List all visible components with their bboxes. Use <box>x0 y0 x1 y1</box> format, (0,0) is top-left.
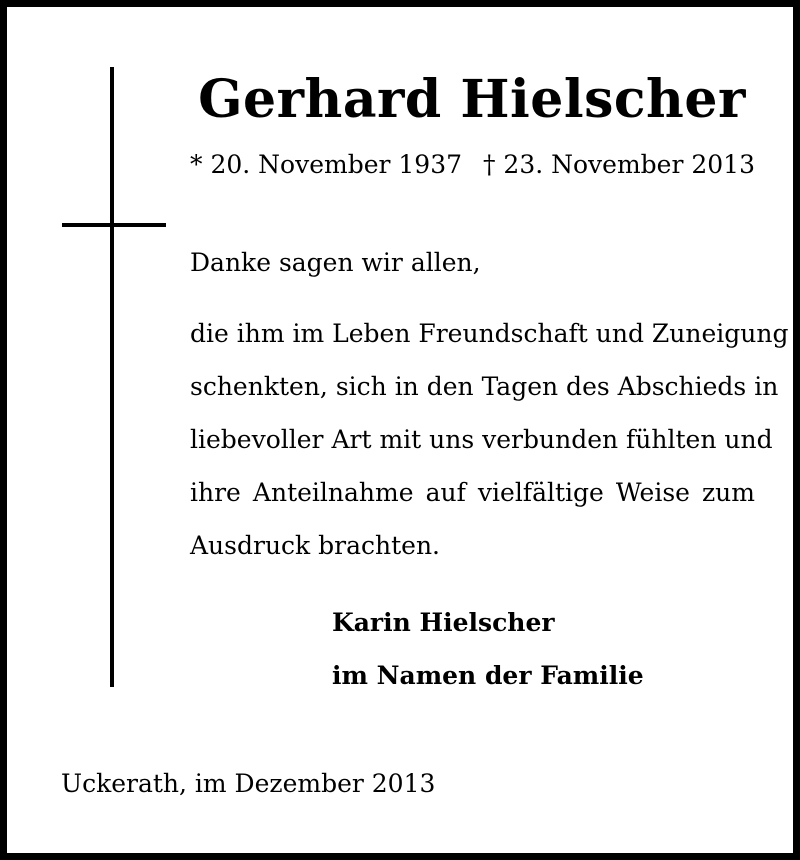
salutation: Danke sagen wir allen, <box>190 248 481 277</box>
signer-name: Karin Hielscher <box>332 608 555 637</box>
thanks-line: schenkten, sich in den Tagen des Abschieds in <box>190 372 779 401</box>
place-and-date: Uckerath, im Dezember 2013 <box>61 769 436 798</box>
birth-date: * 20. November 1937 <box>190 150 463 179</box>
cross-icon-vertical-bar <box>110 67 114 687</box>
signature-block <box>332 601 644 707</box>
life-dates <box>190 150 755 179</box>
thanks-line: die ihm im Leben Freundschaft und Zuneigung <box>190 319 789 348</box>
cross-icon-horizontal-bar <box>62 223 166 227</box>
death-date: † 23. November 2013 <box>482 150 755 179</box>
thanks-line: ihre Anteilnahme auf vielfältige Weise zum <box>190 478 755 507</box>
thanks-line: liebevoller Art mit uns verbunden fühlten und <box>190 425 773 454</box>
signer-role: im Namen der Familie <box>332 661 644 690</box>
thanks-line: Ausdruck brachten. <box>190 531 440 560</box>
thanks-text <box>190 312 789 577</box>
deceased-name: Gerhard Hielscher <box>198 69 746 130</box>
